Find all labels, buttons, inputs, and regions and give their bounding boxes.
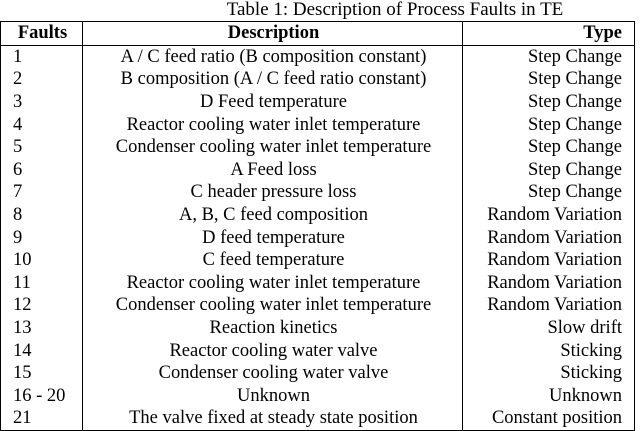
fault-cell: 5 [1,136,83,159]
description-cell: A, B, C feed composition [83,204,463,227]
description-cell: The valve fixed at steady state position [83,407,463,430]
type-cell: Step Change [463,159,635,182]
type-cell: Step Change [463,136,635,159]
table-row [1,159,635,182]
fault-cell: 16 - 20 [1,385,83,408]
description-cell: A Feed loss [83,159,463,182]
fault-cell: 2 [1,68,83,91]
description-cell: Unknown [83,385,463,408]
description-cell: Condenser cooling water inlet temperature [83,294,463,317]
description-cell: C header pressure loss [83,181,463,204]
table-row [1,226,635,249]
description-cell: C feed temperature [83,249,463,272]
table-body [1,45,635,430]
column-header-faults: Faults [1,22,83,46]
type-cell: Step Change [463,68,635,91]
table-row [1,113,635,136]
table-row [1,91,635,114]
type-cell: Step Change [463,113,635,136]
table-row [1,68,635,91]
process-faults-table [0,21,635,431]
type-cell: Random Variation [463,249,635,272]
fault-cell: 11 [1,272,83,295]
fault-cell: 6 [1,159,83,182]
type-cell: Sticking [463,339,635,362]
fault-cell: 4 [1,113,83,136]
fault-cell: 21 [1,407,83,430]
table-row [1,294,635,317]
fault-cell: 1 [1,45,83,68]
fault-cell: 15 [1,362,83,385]
description-cell: Condenser cooling water inlet temperature [83,136,463,159]
fault-cell: 13 [1,317,83,340]
column-header-type: Type [463,22,635,46]
table-row [1,136,635,159]
table-caption: Table 1: Description of Process Faults in TE [226,0,564,20]
description-cell: D feed temperature [83,226,463,249]
fault-cell: 3 [1,91,83,114]
description-cell: B composition (A / C feed ratio constant) [83,68,463,91]
table-row [1,362,635,385]
type-cell: Step Change [463,181,635,204]
type-cell: Step Change [463,45,635,68]
type-cell: Step Change [463,91,635,114]
type-cell: Random Variation [463,204,635,227]
description-cell: Reaction kinetics [83,317,463,340]
table-row [1,317,635,340]
description-cell: Reactor cooling water inlet temperature [83,113,463,136]
type-cell: Random Variation [463,294,635,317]
table-row [1,45,635,68]
fault-cell: 14 [1,339,83,362]
type-cell: Unknown [463,385,635,408]
description-cell: D Feed temperature [83,91,463,114]
table-header-row [1,22,635,46]
table-row [1,249,635,272]
description-cell: Reactor cooling water inlet temperature [83,272,463,295]
column-header-description: Description [83,22,463,46]
fault-cell: 10 [1,249,83,272]
table-row [1,339,635,362]
type-cell: Sticking [463,362,635,385]
table-row [1,204,635,227]
fault-cell: 9 [1,226,83,249]
type-cell: Random Variation [463,272,635,295]
table-row [1,407,635,430]
description-cell: Condenser cooling water valve [83,362,463,385]
table-row [1,181,635,204]
table-row [1,385,635,408]
table-row [1,272,635,295]
fault-cell: 7 [1,181,83,204]
type-cell: Random Variation [463,226,635,249]
type-cell: Slow drift [463,317,635,340]
description-cell: Reactor cooling water valve [83,339,463,362]
description-cell: A / C feed ratio (B composition constant) [83,45,463,68]
fault-cell: 8 [1,204,83,227]
type-cell: Constant position [463,407,635,430]
fault-cell: 12 [1,294,83,317]
